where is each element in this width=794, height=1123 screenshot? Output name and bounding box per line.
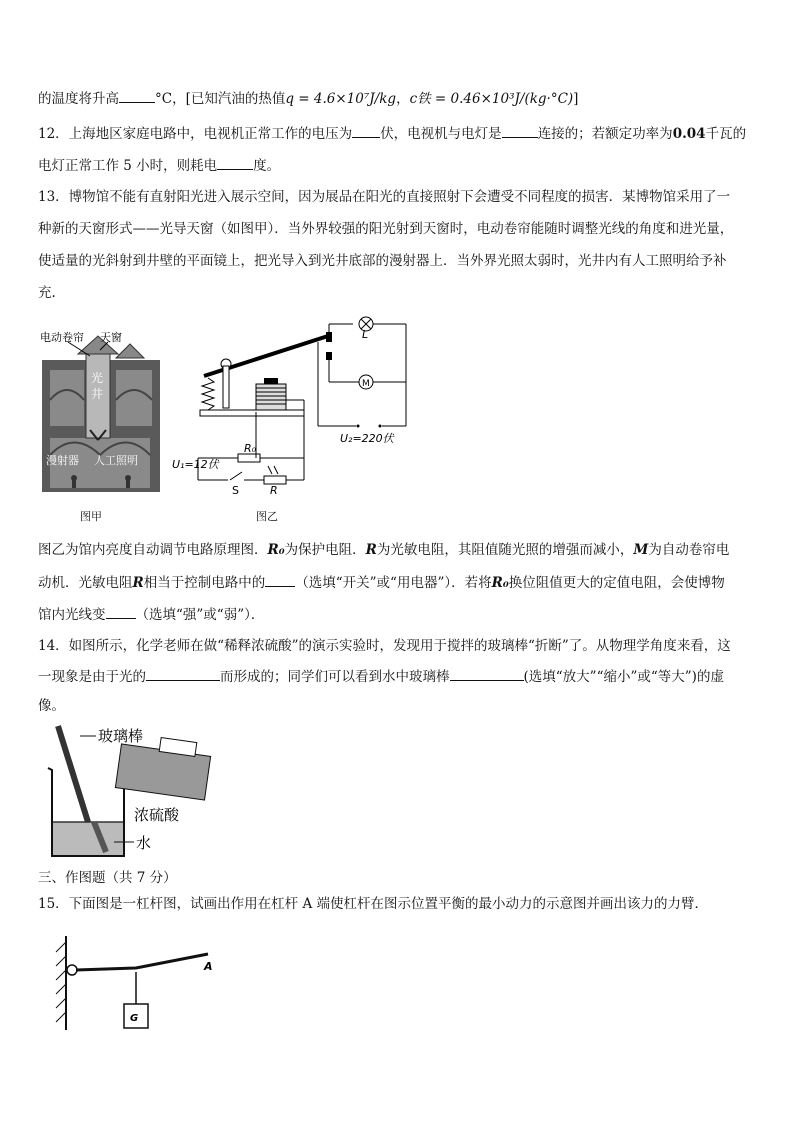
label-diffuser: 漫射器 <box>46 454 79 467</box>
answer-blank[interactable] <box>450 666 524 681</box>
text: (选填“放大”“缩小”或“等大”)的虚 <box>523 669 724 685</box>
beaker-diagram <box>36 722 216 862</box>
text: 馆内光线变 <box>38 607 106 623</box>
q13-line-4: 充. <box>38 285 56 301</box>
text: 的温度将升高 <box>38 91 119 107</box>
pivot <box>67 965 77 975</box>
q13-after-3 <box>38 604 264 625</box>
q14-line-3: 像。 <box>38 698 65 714</box>
figure-lever <box>50 930 230 1035</box>
label-curtain: 电动卷帘 <box>40 331 84 344</box>
label-S: S <box>232 484 239 497</box>
lever-diagram <box>50 930 230 1035</box>
answer-blank[interactable] <box>352 123 380 138</box>
label-window: 天窗 <box>100 331 122 344</box>
q11-line <box>38 88 578 109</box>
caption-yi: 图乙 <box>256 510 278 523</box>
section-title: 三、作图题（共 7 分） <box>38 870 177 886</box>
q13-after-2 <box>38 572 725 593</box>
label-shaft-1: 光 <box>91 371 104 385</box>
label-U1: U₁=12伏 <box>172 458 219 471</box>
text: ] <box>573 91 579 107</box>
q12-line-1 <box>38 123 746 144</box>
caption-jia: 图甲 <box>80 510 102 523</box>
label-U2: U₂=220伏 <box>340 432 394 445</box>
symbol-r0: R₀ <box>267 542 285 558</box>
text: 相当于控制电路中的 <box>143 575 266 591</box>
q15-line-1: 15．下面图是一杠杆图，试画出作用在杠杆 A 端使杠杆在图示位置平衡的最小动力的示意图并画出该力的力臂． <box>38 896 709 912</box>
text: 千瓦的 <box>705 126 747 142</box>
resistor-r0 <box>238 454 260 462</box>
text: 连接的；若额定功率为 <box>537 126 673 142</box>
label-artificial-light: 人工照明 <box>94 454 138 467</box>
text: （选填“开关”或“用电器”）．若将 <box>295 575 492 591</box>
label-M: M <box>362 379 370 389</box>
text: 一现象是由于光的 <box>38 669 146 685</box>
text: 电灯正常工作 5 小时，则耗电 <box>38 158 218 174</box>
q14-line-2 <box>38 666 724 687</box>
text: 动机．光敏电阻 <box>38 575 133 591</box>
text: 图乙为馆内亮度自动调节电路原理图． <box>38 542 268 558</box>
text: °C，[已知汽油的热值 <box>155 91 286 107</box>
base-plate <box>200 410 304 416</box>
text: 为保护电阻． <box>284 542 366 558</box>
answer-blank[interactable] <box>265 572 295 587</box>
q13-line-2: 种新的天窗形式——光导天窗（如图甲）．当外界较强的阳光射到天窗时，电动卷帘能随时调整光线的角度和进光量， <box>38 221 734 237</box>
text: 伏，电视机与电灯是 <box>380 126 502 142</box>
text: 为光敏电阻，其阻值随光照的增强而减小， <box>376 542 634 558</box>
text: （选填“强”或“弱”）． <box>135 607 265 623</box>
text: 度。 <box>253 158 281 174</box>
answer-blank[interactable] <box>119 88 155 103</box>
label-A: A <box>204 960 213 973</box>
text: 12．上海地区家庭电路中，电视机正常工作的电压为 <box>38 126 353 142</box>
q14-line-1: 14．如图所示，化学老师在做“稀释浓硫酸”的演示实验时，发现用于搅拌的玻璃棒“折断”了。从物理学角度来看，这 <box>38 638 731 654</box>
relay-circuit-diagram <box>168 308 418 498</box>
answer-blank[interactable] <box>502 123 538 138</box>
room-left <box>50 370 84 426</box>
figure-jia <box>38 330 168 495</box>
figure-yi <box>168 308 418 498</box>
symbol-m: M <box>633 542 649 558</box>
power-value: 0.04 <box>672 126 706 142</box>
photoresistor-r <box>264 476 286 484</box>
text: 换位阻值更大的定值电阻，会使博物 <box>508 575 725 591</box>
label-glass-rod: 玻璃棒 <box>98 727 144 745</box>
formula-heat-value: q = 4.6×10⁷J/kg <box>285 91 397 107</box>
water <box>53 822 123 855</box>
spring <box>202 378 214 410</box>
figure-beaker <box>36 722 216 862</box>
answer-blank[interactable] <box>106 604 136 619</box>
q13-line-3: 使适量的光斜射到井壁的平面镜上，把光导入到光井底部的漫射器上．当外界光照太弱时，光井内有人工照明给予补 <box>38 253 727 269</box>
formula-specific-heat: c铁 = 0.46×10³J/(kg·°C) <box>409 91 574 107</box>
answer-blank[interactable] <box>146 666 220 681</box>
text: 为自动卷帘电 <box>648 542 730 558</box>
q12-line-2 <box>38 155 280 176</box>
text: 而形成的；同学们可以看到水中玻璃棒 <box>220 669 450 685</box>
answer-blank[interactable] <box>217 155 253 170</box>
label-conc-acid: 浓硫酸 <box>134 806 180 824</box>
label-R0: R₀ <box>244 442 257 455</box>
pivot-post <box>223 366 229 408</box>
label-L: L <box>362 328 369 341</box>
text: ， <box>396 91 410 107</box>
room-right <box>116 370 152 426</box>
symbol-r: R <box>132 575 144 591</box>
switch-s <box>230 472 242 480</box>
label-G: G <box>130 1013 139 1024</box>
q13-after-1 <box>38 540 729 560</box>
skylight-diagram <box>38 330 168 495</box>
q13-line-1: 13．博物馆不能有直射阳光进入展示空间，因为展品在阳光的直接照射下会遭受不同程度的损害．某博物馆采用了一 <box>38 189 731 205</box>
symbol-r: R <box>365 542 377 558</box>
symbol-r0: R₀ <box>491 575 509 591</box>
glass-rod-upper <box>58 726 88 822</box>
label-shaft-2: 井 <box>91 387 104 401</box>
label-water: 水 <box>136 834 152 852</box>
label-R: R <box>270 484 278 497</box>
